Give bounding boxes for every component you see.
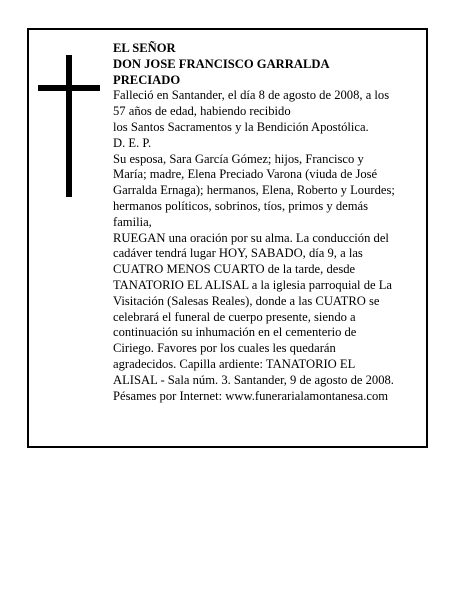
body-line: celebrará el funeral de cuerpo presente, siendo a	[113, 309, 356, 324]
cross-vertical-bar	[66, 55, 72, 197]
body-line: agradecidos. Capilla ardiente: TANATORIO EL	[113, 356, 356, 371]
body-line: los Santos Sacramentos y la Bendición Apostólica.	[113, 119, 369, 134]
body-line: Falleció en Santander, el día 8 de agosto de 2008, a los	[113, 88, 390, 103]
body-line: 57 años de edad, habiendo recibido	[113, 104, 291, 119]
body-line: hermanos políticos, sobrinos, tíos, primos y demás	[113, 198, 369, 213]
heading-line-name: DON JOSE FRANCISCO GARRALDA	[113, 56, 330, 71]
obituary-text	[113, 41, 425, 404]
body-line: RUEGAN una oración por su alma. La conducción del	[113, 230, 389, 245]
body-line: Su esposa, Sara García Gómez; hijos, Francisco y	[113, 151, 364, 166]
body-line: María; madre, Elena Preciado Varona (viuda de José	[113, 167, 378, 182]
body-line: ALISAL - Sala núm. 3. Santander, 9 de agosto de 2008.	[113, 372, 394, 387]
body-line-condolences: Pésames por Internet: www.funerarialamontanesa.com	[113, 388, 389, 403]
heading-line-surname: PRECIADO	[113, 72, 181, 87]
body-line: Garralda Ernaga); hermanos, Elena, Roberto y Lourdes;	[113, 183, 395, 198]
body-line-dep: D. E. P.	[113, 135, 152, 150]
body-line: Visitación (Salesas Reales), donde a las CUATRO se	[113, 293, 380, 308]
heading-line-title: EL SEÑOR	[113, 41, 176, 55]
body-line: familia,	[113, 214, 152, 229]
body-line: TANATORIO EL ALISAL a la iglesia parroquial de La	[113, 277, 393, 292]
latin-cross-icon	[38, 55, 100, 197]
body-line: continuación su inhumación en el cementerio de	[113, 325, 357, 340]
body-line: CUATRO MENOS CUARTO de la tarde, desde	[113, 262, 356, 277]
body-line: cadáver tendrá lugar HOY, SABADO, día 9, a las	[113, 246, 363, 261]
cross-horizontal-bar	[38, 85, 100, 91]
body-line: Ciriego. Favores por los cuales les quedarán	[113, 341, 336, 356]
